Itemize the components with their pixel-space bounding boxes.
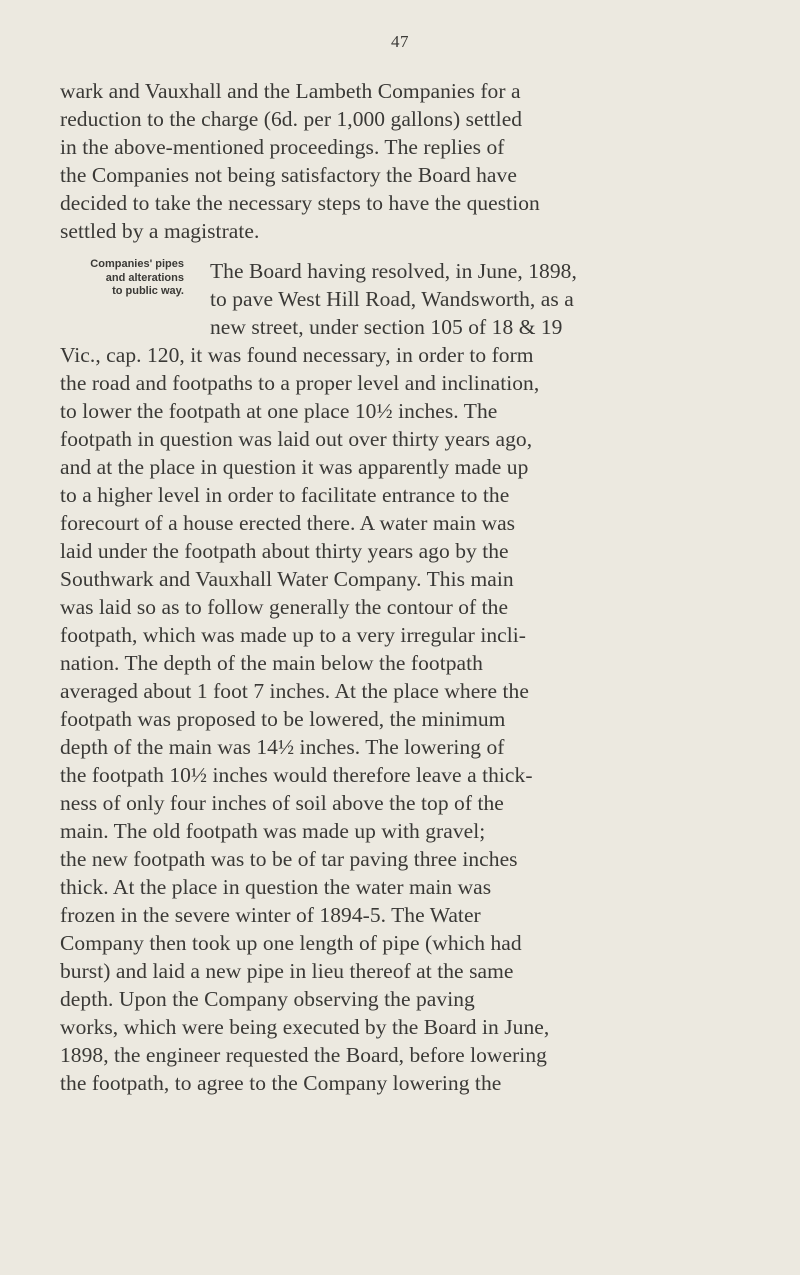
text-line: Southwark and Vauxhall Water Company. This main — [60, 567, 514, 591]
text-line: burst) and laid a new pipe in lieu thereof at the same — [60, 959, 514, 983]
margin-note — [66, 258, 184, 299]
text-line: depth. Upon the Company observing the paving — [60, 987, 475, 1011]
text-line: footpath, which was made up to a very irregular incli- — [60, 623, 526, 647]
text-line: thick. At the place in question the water main was — [60, 875, 492, 899]
text-line: depth of the main was 14½ inches. The lowering of — [60, 735, 505, 759]
page-number: 47 — [391, 32, 409, 51]
text-line: footpath in question was laid out over thirty years ago, — [60, 427, 533, 451]
text-line: footpath was proposed to be lowered, the minimum — [60, 707, 506, 731]
text-line: Vic., cap. 120, it was found necessary, in order to form — [60, 343, 534, 367]
text-line: averaged about 1 foot 7 inches. At the place where the — [60, 679, 529, 703]
text-line: the footpath 10½ inches would therefore leave a thick- — [60, 763, 533, 787]
text-line: wark and Vauxhall and the Lambeth Companies for a — [60, 79, 521, 103]
text-line: forecourt of a house erected there. A water main was — [60, 511, 516, 535]
text-line: and at the place in question it was apparently made up — [60, 455, 529, 479]
text-line: main. The old footpath was made up with gravel; — [60, 819, 486, 843]
text-line: 1898, the engineer requested the Board, before lowering — [60, 1043, 547, 1067]
text-line: ness of only four inches of soil above the top of the — [60, 791, 504, 815]
text-line: nation. The depth of the main below the footpath — [60, 651, 483, 675]
text-line: the road and footpaths to a proper level and inclination, — [60, 371, 540, 395]
text-line: was laid so as to follow generally the contour of the — [60, 595, 509, 619]
text-line: works, which were being executed by the Board in June, — [60, 1015, 550, 1039]
text-line: settled by a magistrate. — [60, 219, 260, 243]
text-line: the Companies not being satisfactory the Board have — [60, 163, 517, 187]
text-line: to lower the footpath at one place 10½ inches. The — [60, 399, 498, 423]
text-line: reduction to the charge (6d. per 1,000 gallons) settled — [60, 107, 523, 131]
text-line: to pave West Hill Road, Wandsworth, as a — [210, 287, 574, 311]
text-line: in the above-mentioned proceedings. The replies of — [60, 135, 505, 159]
text-line: the new footpath was to be of tar paving three inches — [60, 847, 518, 871]
text-line: laid under the footpath about thirty years ago by the — [60, 539, 509, 563]
margin-note-line: and alterations — [105, 271, 184, 284]
text-line: to a higher level in order to facilitate entrance to the — [60, 483, 510, 507]
text-line: the footpath, to agree to the Company lowering the — [60, 1071, 502, 1095]
margin-note-line: Companies' pipes — [90, 258, 184, 270]
text-line: Company then took up one length of pipe (which had — [60, 931, 522, 955]
text-line: new street, under section 105 of 18 & 19 — [210, 315, 563, 339]
text-line: frozen in the severe winter of 1894-5. The Water — [60, 903, 481, 927]
margin-note-line: to public way. — [112, 285, 184, 297]
text-line: decided to take the necessary steps to have the question — [60, 191, 540, 215]
text-line: The Board having resolved, in June, 1898, — [210, 259, 577, 283]
